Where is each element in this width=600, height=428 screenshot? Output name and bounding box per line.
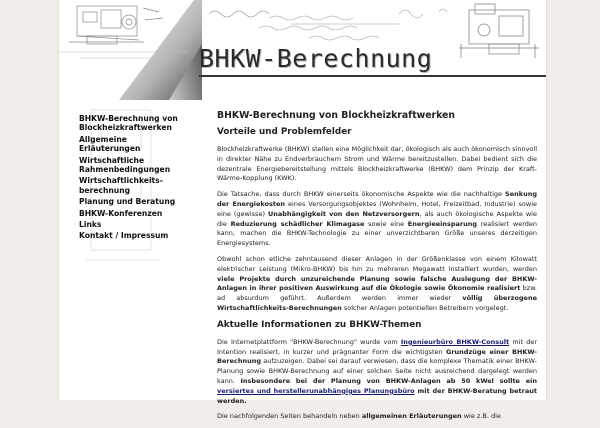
page-title: BHKW-Berechnung von Blockheizkraftwerken xyxy=(217,110,455,121)
paragraph-intro: Blockheizkraftwerke (BHKW) stellen eine Möglichkeit dar, ökologisch als auch ökonomisch sinnvoll in direkter Nähe zu Endverbrauchern Strom und Wärme bereitzustellen. Dabei bedient sich die dezentrale Energiebereitstellung mittels Blockheizkraftwerke (BHKW) dem Prinzip der Kraft-Wärme-Kopplung (KWK). xyxy=(217,145,537,183)
text: wie z.B. die xyxy=(461,412,501,421)
nav-item-links[interactable]: Links xyxy=(79,220,102,230)
text: sowie eine xyxy=(364,219,408,228)
text: eines Versorgungsobjektes (Wohnheim, Hotel, Freizeitbad, Industrie) sowie eine (gewisse) xyxy=(217,199,537,218)
main-content xyxy=(217,110,537,428)
nav-item-bhkw-konferenzen[interactable]: BHKW-Konferenzen xyxy=(79,208,163,218)
link-ingenieurbuero-bhkw-consult[interactable]: Ingenieurbüro BHKW-Consult xyxy=(400,337,510,346)
bold-text: Grundzüge einer BHKW-Berechnung xyxy=(217,347,537,366)
section-title-vorteile: Vorteile und Problemfelder xyxy=(217,127,352,137)
text: Die Internetplattform "BHKW-Berechnung" wurde vom xyxy=(217,337,401,346)
section-title-aktuelle-informationen: Aktuelle Informationen zu BHKW-Themen xyxy=(217,319,422,330)
text: mit der Intention realisiert, in kurzer und prägnanter Form die wichtigsten xyxy=(217,337,538,356)
nav-item-wirtschaftliche-rahmenbedingungen[interactable]: Wirtschaftliche Rahmenbedingungen xyxy=(79,155,171,175)
text: solcher Anlagen potentiellen Betreibern vorgelegt. xyxy=(341,303,509,312)
paragraph-nachfolgende-seiten xyxy=(217,412,537,422)
text: Obwohl schon etliche zehntausend dieser Anlagen in der Größenklasse von einem Kilowatt elektrischer Leistung (Mikro-BHKW) bis hin zu mehreren Megawatt installiert wurden, werden xyxy=(217,254,537,273)
paragraph-internetplattform xyxy=(217,338,537,407)
link-planungsbuero[interactable]: versiertes und herstellerunabhängiges Planungsbüro xyxy=(217,386,415,395)
header-banner xyxy=(59,0,546,100)
banner-title: BHKW-Berechnung xyxy=(199,44,433,73)
nav-item-planung-und-beratung[interactable]: Planung und Beratung xyxy=(79,197,176,207)
text: , als auch ökologische Aspekte wie die xyxy=(217,209,537,228)
bold-text: allgemeinen Erläuterungen xyxy=(361,412,462,421)
paragraph-aspekte xyxy=(217,190,537,249)
nav-item-bhkw-berechnung[interactable]: BHKW-Berechnung von Blockheizkraftwerken xyxy=(79,114,178,133)
text: aufzuzeigen. Dabei sei darauf verwiesen, dass die komplexe Thematik einer BHKW-Planung sowie BHKW-Berechnung auf einer solchen Seite nicht ausreichend dargelegt werden kann. xyxy=(217,357,537,385)
bold-text: Unabhängigkeit von den Netzversorgern xyxy=(267,209,420,218)
bold-text: Reduzierung schädlicher Klimagase xyxy=(230,219,365,228)
text: Die nachfolgenden Seiten behandeln neben xyxy=(217,412,362,421)
bold-text: mit der BHKW-Beratung betraut werden. xyxy=(217,386,537,405)
nav-item-wirtschaftlichkeitsberechnung[interactable]: Wirtschaftlichkeits-berechnung xyxy=(79,176,163,195)
page-container xyxy=(58,0,547,421)
paragraph-problemfelder xyxy=(217,255,537,314)
banner-underline xyxy=(199,75,546,77)
bold-text: Senkung der Energiekosten xyxy=(217,190,537,208)
sidebar-nav xyxy=(79,114,189,243)
nav-item-kontakt-impressum[interactable]: Kontakt / Impressum xyxy=(79,231,169,241)
bold-text: viele Projekte durch unzureichende Planung sowie falsche Auslegung der BHKW-Anlagen in ihrer positiven Auswirkung auf die Ökologie sowie Ökonomie realisiert xyxy=(217,274,537,293)
text: bzw. ad absurdum geführt. Außerdem werden immer wieder xyxy=(217,284,537,303)
bold-text: Energieeinsparung xyxy=(407,219,478,228)
bold-text: völlig überzogene Wirtschaftlichkeits-Berechnungen xyxy=(217,294,537,312)
bold-text: Insbesondere bei der Planung von BHKW-Anlagen ab 50 kWel sollte ein xyxy=(240,376,537,385)
text: Die Tatsache, dass durch BHKW einerseits ökonomische Aspekte wie die nachhaltige xyxy=(217,190,506,199)
nav-item-allgemeine-erlaeuterungen[interactable]: Allgemeine Erläuterungen xyxy=(79,134,141,154)
text: realisiert werden kann, machen die BHKW-Technologie zu einer unverzichtbaren Größe unseres derzeitigen Energiesystems. xyxy=(217,219,537,248)
